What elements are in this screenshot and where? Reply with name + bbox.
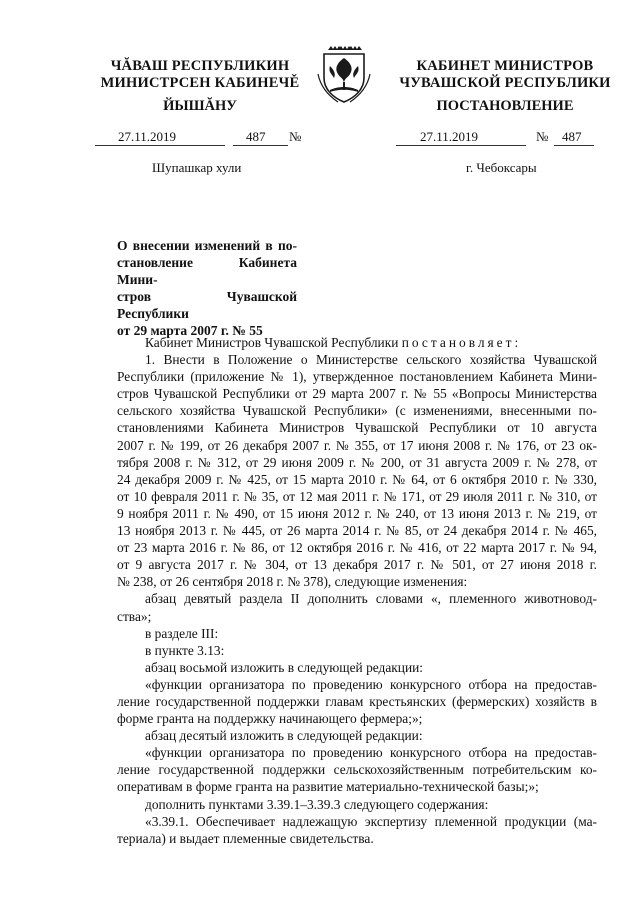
subject-line: становление Кабинета Мини- [117, 255, 297, 287]
subject-line: от 29 марта 2007 г. № 55 [117, 323, 263, 338]
coat-of-arms-emblem [316, 44, 372, 104]
left-number-sign: № [289, 129, 302, 144]
body-line: 9 ноября 2011 г. № 490, от 15 июня 2012 г. № 240, от 13 июня 2013 г. № 219, от [117, 505, 597, 521]
left-date-rule [95, 145, 225, 146]
document-subject [117, 237, 297, 339]
subject-line: О внесении изменений в по- [117, 238, 297, 253]
intro-paragraph [117, 334, 597, 351]
body-line: стров Чувашской Республики от 29 марта 2007 г. № 55 «Вопросы Министерства [117, 386, 597, 402]
body-line: абзац десятый изложить в следующей редакции: [145, 728, 423, 744]
body-line: териала) и выдает племенные свидетельства. [117, 830, 374, 846]
org-name-russian [390, 58, 620, 92]
body-line: в пункте 3.13: [145, 642, 225, 658]
body-line: от 10 февраля 2011 г. № 35, от 12 мая 2011 г. № 171, от 29 июля 2011 г. № 310, от [117, 488, 597, 504]
body-line: становлениями Кабинета Министров Чувашской Республики от 10 августа [117, 420, 597, 436]
org-name-chuvash-line1: ЧĂВАШ РЕСПУБЛИКИН [110, 58, 290, 74]
right-number-rule [554, 145, 594, 146]
body-line: сельского хозяйства Чувашской Республики» (с изменениями, внесенными по- [117, 403, 597, 419]
org-name-russian-line2: ЧУВАШСКОЙ РЕСПУБЛИКИ [399, 75, 611, 91]
body-line: «3.39.1. Обеспечивает надлежащую экспертизу племенной продукции (ма- [145, 813, 597, 829]
body-line: 24 декабря 2009 г. № 425, от 15 марта 2010 г. № 64, от 6 октября 2010 г. № 330, [117, 471, 597, 487]
left-date: 27.11.2019 [118, 129, 177, 144]
right-date: 27.11.2019 [420, 129, 479, 144]
place-russian: г. Чебоксары [466, 160, 537, 175]
body-line: тября 2008 г. № 312, от 29 июня 2009 г. № 200, от 31 августа 2009 г. № 278, от [117, 454, 597, 470]
body-line: ление государственной поддержки главам крестьянских (фермерских) хозяйств в [117, 693, 597, 709]
body-line: 1. Внести в Положение о Министерстве сельского хозяйства Чувашской [145, 352, 597, 368]
doc-type-russian: ПОСТАНОВЛЕНИЕ [436, 98, 574, 114]
right-date-rule [396, 145, 526, 146]
body-line: от 23 марта 2016 г. № 86, от 12 октября 2016 г. № 416, от 22 марта 2017 г. № 94, [117, 540, 597, 556]
org-name-chuvash [95, 58, 305, 92]
body-line: 13 ноября 2013 г. № 445, от 26 марта 2014 г. № 85, от 24 декабря 2014 г. № 465, [117, 523, 597, 539]
org-name-russian-line1: КАБИНЕТ МИНИСТРОВ [416, 58, 594, 74]
body-line: 2007 г. № 199, от 26 декабря 2007 г. № 355, от 17 июня 2008 г. № 176, от 23 ок- [117, 437, 597, 453]
body-line: дополнить пунктами 3.39.1–3.39.3 следующего содержания: [145, 796, 489, 812]
right-number-sign: № [536, 129, 549, 144]
body-line: абзац восьмой изложить в следующей редакции: [145, 659, 424, 675]
body-line: в разделе III: [145, 625, 219, 641]
body-line: форме гранта на поддержку начинающего фермера;»; [117, 711, 423, 727]
body-line: «функции организатора по проведению конкурсного отбора на предостав- [145, 676, 597, 692]
body-line: «функции организатора по проведению конкурсного отбора на предостав- [145, 745, 597, 761]
left-number: 487 [246, 129, 266, 144]
org-name-chuvash-line2: МИНИСТРСЕН КАБИНЕЧĚ [100, 75, 300, 91]
intro-verb: постановляет: [401, 335, 522, 350]
subject-line: стров Чувашской Республики [117, 289, 297, 321]
doc-type-chuvash: ЙЫШĂНУ [163, 98, 237, 114]
paragraph-1 [117, 351, 597, 590]
body-line: Республики (приложение № 1), утвержденное постановлением Кабинета Мини- [117, 369, 597, 385]
body-line: № 238, от 26 сентября 2018 г. № 378), следующие изменения: [117, 574, 468, 590]
body-line: оперативам в форме гранта на развитие материально-технической базы;»; [117, 779, 539, 795]
body-line: абзац девятый раздела II дополнить словами «, племенного животновод- [145, 591, 597, 607]
body-line: ства»; [117, 608, 152, 624]
left-number-rule [233, 145, 288, 146]
right-number: 487 [562, 129, 582, 144]
document-body [117, 334, 597, 847]
place-chuvash: Шупашкар хули [152, 160, 242, 175]
body-line: ление государственной поддержки сельскохозяйственным потребительским ко- [117, 762, 597, 778]
body-line: от 9 августа 2017 г. № 304, от 13 декабря 2017 г. № 501, от 27 июня 2018 г. [117, 557, 597, 573]
intro-org: Кабинет Министров Чувашской Республики [145, 335, 399, 350]
